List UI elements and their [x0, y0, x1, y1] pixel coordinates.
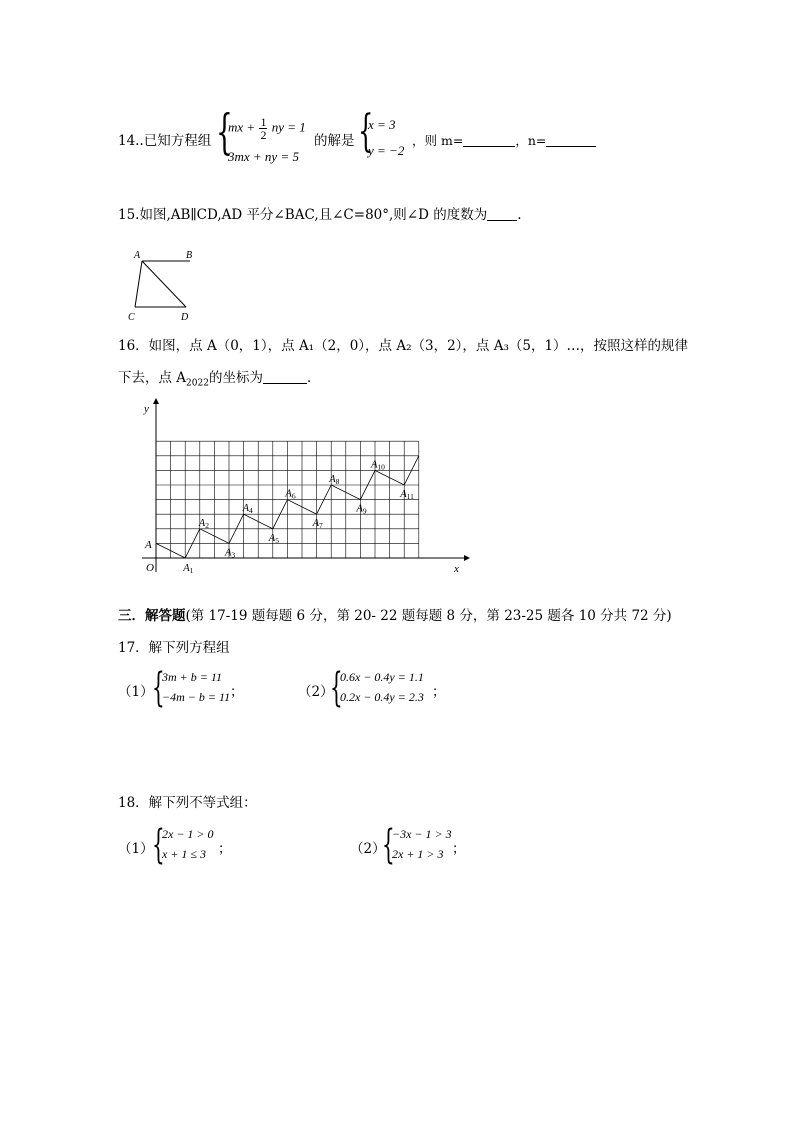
q16-line2-b: 的坐标为	[208, 370, 263, 386]
point-label-name: A	[312, 518, 320, 530]
q14-then-m: ，则 m=	[412, 133, 464, 148]
q17-p2-semi: ；	[432, 684, 446, 700]
q16-y-arrow	[153, 398, 159, 404]
q14-eq1-a: mx +	[228, 119, 259, 135]
q16-x-arrow	[464, 555, 470, 561]
q15-label-c: C	[128, 312, 135, 323]
q16-origin-label: O	[146, 562, 154, 574]
point-label-a7	[312, 518, 323, 530]
q16-line1: 16．如图，点 A（0，1），点 A₁（2，0），点 A₂（3，2），点 A₃（5，1）…，按照这样的规律	[118, 338, 689, 354]
point-label-a5	[268, 533, 279, 545]
q14-frac-den: 2	[260, 128, 267, 142]
point-label-name: A	[356, 503, 363, 515]
q16-figure	[138, 396, 474, 578]
q15-end: .	[517, 207, 522, 223]
q14-eq1-b: ny = 1	[271, 119, 306, 135]
point-label-sub: 1	[189, 566, 194, 575]
q15-label-b: B	[186, 250, 193, 261]
point-label-name: A	[242, 503, 250, 515]
point-label-a3	[224, 547, 235, 559]
point-label-sub: 10	[377, 462, 385, 472]
q14-suffix	[412, 131, 596, 149]
q18-p1-brace: {	[152, 822, 165, 868]
point-label-a9	[355, 504, 366, 516]
q18-p2-brace: {	[382, 822, 395, 868]
point-label-name: A	[371, 459, 378, 471]
q14-middle: 的解是	[314, 133, 355, 149]
q14-eq1	[228, 116, 306, 141]
point-label-sub: 3	[231, 550, 236, 560]
q15-text	[118, 203, 522, 223]
q18-title: 18．解下列不等式组：	[118, 795, 257, 811]
q17-p2-label: （2）	[298, 684, 334, 700]
point-label-name: A	[225, 547, 232, 559]
point-label-sub: 9	[362, 506, 367, 516]
q15-label-d: D	[181, 312, 189, 323]
q17-p1-brace: {	[152, 665, 165, 711]
q14-solution-brace: {	[358, 106, 374, 157]
q16-point-a-label: A	[145, 539, 152, 551]
q17-p1-eq1: 3m + b = 11	[162, 670, 222, 684]
q15-statement: 15.如图,AB∥CD,AD 平分∠BAC,且∠C=80°,则∠D 的度数为	[118, 207, 488, 223]
q14-fraction	[259, 116, 267, 141]
q18-p2-eq1: −3x − 1 > 3	[392, 827, 452, 841]
q18-part2	[350, 822, 500, 869]
q15-blank	[487, 206, 517, 221]
q17-p2-eq1: 0.6x − 0.4y = 1.1	[340, 670, 424, 684]
q16-line2-sub: 2022	[186, 378, 209, 389]
point-label-a6	[284, 489, 295, 501]
q14-system-brace: {	[216, 104, 233, 160]
q16-line2-end: ．	[306, 370, 321, 386]
point-label-name: A	[198, 517, 206, 529]
point-label-name: A	[285, 488, 292, 500]
q17-p1-label: （1）	[118, 684, 154, 700]
q18-p1-eq1: 2x − 1 > 0	[162, 827, 214, 841]
q15-segment-ad	[142, 261, 186, 307]
q18-part1	[118, 822, 268, 869]
point-label-sub: 8	[335, 477, 340, 486]
q14-frac-num: 1	[260, 115, 267, 129]
point-label-a10	[370, 459, 385, 471]
q14	[118, 104, 678, 170]
q15-label-a: A	[134, 250, 141, 261]
q14-n-blank	[546, 132, 596, 147]
point-label-name: A	[329, 474, 336, 485]
q18-p2-label: （2）	[350, 841, 386, 857]
section3-heading	[118, 604, 672, 624]
q16-axis-x-label: x	[454, 563, 459, 575]
point-label-a4	[242, 503, 253, 515]
q14-eq2: 3mx + ny = 5	[228, 149, 299, 164]
point-label-name: A	[268, 532, 276, 544]
point-label-sub: 4	[249, 506, 253, 516]
q17-p2-brace: {	[330, 665, 343, 711]
q18-p1-semi: ；	[218, 841, 232, 857]
q18-p2-eq2: 2x + 1 > 3	[392, 847, 444, 861]
q16-axis-y-label: y	[144, 403, 149, 415]
q17-p1-eq2: −4m − b = 11	[162, 690, 231, 704]
q17-title: 17．解下列方程组	[118, 640, 230, 656]
q16-line2-a: 下去，点 A	[118, 370, 187, 386]
q18-p2-semi: ；	[452, 841, 466, 857]
point-label-a8	[328, 474, 339, 486]
point-label-sub: 7	[319, 521, 323, 531]
point-label-name: A	[183, 563, 190, 574]
q16-line2	[118, 366, 320, 389]
point-label-sub: 6	[291, 491, 296, 501]
point-label-a2	[198, 518, 209, 530]
q15-figure	[120, 244, 210, 324]
q18-p1-label: （1）	[118, 841, 154, 857]
q17-p2-eq2: 0.2x − 0.4y = 2.3	[340, 690, 424, 704]
q14-sol1: x = 3	[368, 117, 396, 132]
section3-title: 三．解答题	[118, 608, 186, 624]
q17-p1-semi: ；	[230, 684, 244, 700]
point-label-a11	[399, 489, 414, 501]
q14-prefix: 14..已知方程组	[118, 133, 212, 149]
section3-note: (第 17-19 题每题 6 分，第 20- 22 题每题 8 分，第 23-25 题各 10 分共 72 分)	[185, 608, 672, 624]
point-label-sub: 11	[406, 492, 414, 501]
q14-m-blank	[463, 132, 515, 147]
q17-part1	[118, 665, 268, 712]
q15-segment-ac	[135, 261, 142, 307]
q14-sol2: y = −2	[368, 143, 405, 158]
point-label-name: A	[400, 489, 407, 500]
q17-part2	[298, 665, 458, 712]
point-label-sub: 2	[205, 520, 209, 530]
q14-n: ，n=	[515, 133, 547, 148]
point-label-sub: 5	[275, 535, 279, 545]
q18-p1-eq2: x + 1 ≤ 3	[162, 847, 207, 861]
point-label-a1	[182, 563, 193, 575]
q16-blank	[263, 369, 307, 384]
